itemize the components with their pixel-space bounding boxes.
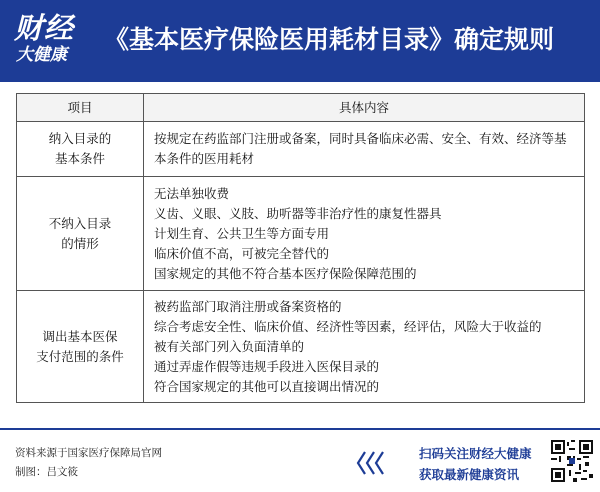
content-text: 综合考虑安全性、临床价值、经济性等因素，经评估，风险大于收益的 [154,318,542,334]
content-text: 通过弄虚作假等违规手段进入医保目录的 [154,358,380,374]
page-title: 《基本医疗保险医用耗材目录》确定规则 [104,25,555,54]
content-text: 符合国家规定的其他可以直接调出情况的 [154,378,380,394]
item-cell [17,122,144,177]
item-text: 基本条件 [54,151,105,166]
content-text: 国家规定的其他不符合基本医疗保险保障范围的 [154,265,417,281]
content-cell [144,177,585,291]
item-text: 调出基本医保 [42,328,118,344]
content-text: 无法单独收费 [154,185,230,201]
header-cell-content: 具体内容 [144,94,585,122]
source-note: 资料来源于国家医疗保障局官网 [15,447,162,459]
content-panel [9,82,591,428]
content-text: 计划生育、公共卫生等方面专用 [154,225,330,241]
item-text: 支付范围的条件 [36,348,124,364]
table-row [17,122,585,177]
table-row [17,291,585,403]
content-text: 按规定在药监部门注册或备案，同时具备临床必需、安全、有效、经济等基本条件的医用耗材 [154,131,567,166]
item-cell [17,291,144,403]
item-text: 纳入目录的 [48,131,112,146]
header-cell-item: 项目 [17,94,144,122]
rules-table [16,93,585,403]
item-text: 的情形 [61,235,99,251]
content-cell [144,122,585,177]
logo-line1: 财经 [14,11,75,45]
content-text: 临床价值不高，可被完全替代的 [154,245,330,261]
header-banner [0,0,600,82]
promo-line1: 扫码关注财经大健康 [419,446,532,461]
brand-logo [14,12,100,68]
content-text: 被有关部门列入负面清单的 [154,338,305,354]
maker-note: 制图：吕文筱 [15,466,78,478]
content-cell [144,291,585,403]
content-text: 义齿、义眼、义肢、助听器等非治疗性的康复性器具 [154,205,442,221]
item-cell [17,177,144,291]
content-text: 被药监部门取消注册或备案资格的 [154,298,342,314]
logo-line2: 大健康 [16,45,67,65]
item-text: 不纳入目录 [48,215,112,231]
triple-chevron-left-icon [353,448,387,478]
promo-line2: 获取最新健康资讯 [419,467,520,482]
footer [0,428,600,492]
qr-code-icon[interactable] [551,440,593,482]
table-row [17,177,585,291]
